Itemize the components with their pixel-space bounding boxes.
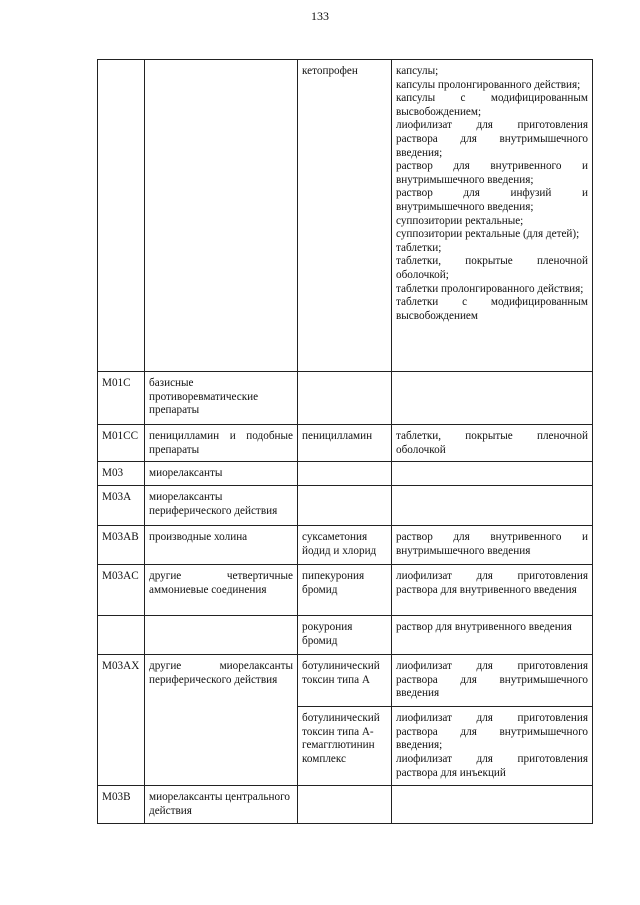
- group-cell: производные холина: [145, 526, 298, 565]
- dosage-form-line: таблетки, покрытые пленочной оболочкой;: [396, 255, 588, 281]
- dosage-form-line: капсулы с модифицированным высвобождением;: [396, 92, 588, 118]
- dosage-form-line: лиофилизат для приготовления раствора для инъекций: [396, 752, 588, 779]
- table-row: [98, 616, 593, 655]
- dosage-form-line: лиофилизат для приготовления раствора для внутримышечного введения;: [396, 119, 588, 159]
- dosage-forms-cell: [392, 486, 593, 526]
- table-row: [98, 655, 593, 707]
- dosage-forms-cell: [392, 462, 593, 486]
- substance-cell: ботулинический токсин типа А: [298, 655, 392, 707]
- dosage-form-line: лиофилизат для приготовления раствора для внутримышечного введения;: [396, 712, 588, 752]
- substance-cell: рокурония бромид: [298, 616, 392, 655]
- table-row: [98, 786, 593, 824]
- substance-cell: пеницилламин: [298, 425, 392, 462]
- atc-code-cell: M03A: [98, 486, 145, 526]
- atc-code-cell: [98, 616, 145, 655]
- substance-cell: [298, 372, 392, 425]
- group-cell: базисные противоревматические препараты: [145, 372, 298, 425]
- dosage-form-line: раствор для внутривенного и внутримышечного введения;: [396, 160, 588, 186]
- dosage-form-line: лиофилизат для приготовления раствора для внутривенного введения: [396, 570, 588, 596]
- dosage-form-line: таблетки, покрытые пленочной оболочкой: [396, 430, 588, 456]
- table-row: [98, 425, 593, 462]
- dosage-forms-cell: [392, 786, 593, 824]
- atc-code-cell: M01C: [98, 372, 145, 425]
- dosage-form-line: раствор для внутривенного и внутримышечного введения: [396, 531, 588, 557]
- group-cell: [145, 616, 298, 655]
- group-cell: пеницилламин и подобные препараты: [145, 425, 298, 462]
- dosage-forms-cell: [392, 372, 593, 425]
- dosage-forms-cell: [392, 565, 593, 616]
- group-cell: другие четвертичные аммониевые соединения: [145, 565, 298, 616]
- dosage-forms-cell: [392, 425, 593, 462]
- dosage-form-line: таблетки;: [396, 241, 442, 254]
- dosage-form-line: таблетки пролонгированного действия;: [396, 282, 584, 295]
- table-row: [98, 462, 593, 486]
- atc-code-cell: M03AB: [98, 526, 145, 565]
- atc-code-cell: M01CC: [98, 425, 145, 462]
- atc-drug-table: [97, 59, 593, 824]
- dosage-form-line: капсулы пролонгированного действия;: [396, 78, 581, 91]
- atc-code-cell: M03: [98, 462, 145, 486]
- dosage-forms-cell: [392, 60, 593, 372]
- atc-code-cell: M03AC: [98, 565, 145, 616]
- table-row: [98, 372, 593, 425]
- dosage-form-line: раствор для инфузий и внутримышечного введения;: [396, 187, 588, 213]
- dosage-form-line: раствор для внутривенного введения: [396, 621, 572, 634]
- table-row: [98, 565, 593, 616]
- dosage-form-line: таблетки с модифицированным высвобождением: [396, 296, 588, 322]
- dosage-form-line: капсулы;: [396, 65, 439, 77]
- substance-cell: ботулинический токсин типа А-гемагглютинин комплекс: [298, 707, 392, 786]
- group-cell: миорелаксанты центрального действия: [145, 786, 298, 824]
- group-cell: другие миорелаксанты периферического действия: [145, 655, 298, 786]
- dosage-form-line: суппозитории ректальные (для детей);: [396, 228, 580, 241]
- substance-cell: [298, 786, 392, 824]
- dosage-forms-cell: [392, 526, 593, 565]
- dosage-forms-cell: [392, 707, 593, 786]
- group-cell: миорелаксанты: [145, 462, 298, 486]
- substance-cell: суксаметония йодид и хлорид: [298, 526, 392, 565]
- atc-code-cell: M03AX: [98, 655, 145, 786]
- table-row: [98, 526, 593, 565]
- page-number: 133: [311, 9, 329, 23]
- substance-cell: пипекурония бромид: [298, 565, 392, 616]
- substance-cell: [298, 462, 392, 486]
- dosage-form-line: лиофилизат для приготовления раствора для внутримышечного введения: [396, 660, 588, 700]
- group-cell: миорелаксанты периферического действия: [145, 486, 298, 526]
- group-cell: [145, 60, 298, 372]
- table-row: [98, 60, 593, 372]
- table-row: [98, 486, 593, 526]
- substance-cell: [298, 486, 392, 526]
- dosage-forms-cell: [392, 655, 593, 707]
- atc-code-cell: [98, 60, 145, 372]
- atc-code-cell: M03B: [98, 786, 145, 824]
- dosage-form-line: суппозитории ректальные;: [396, 214, 524, 227]
- dosage-forms-cell: [392, 616, 593, 655]
- substance-cell: кетопрофен: [298, 60, 392, 372]
